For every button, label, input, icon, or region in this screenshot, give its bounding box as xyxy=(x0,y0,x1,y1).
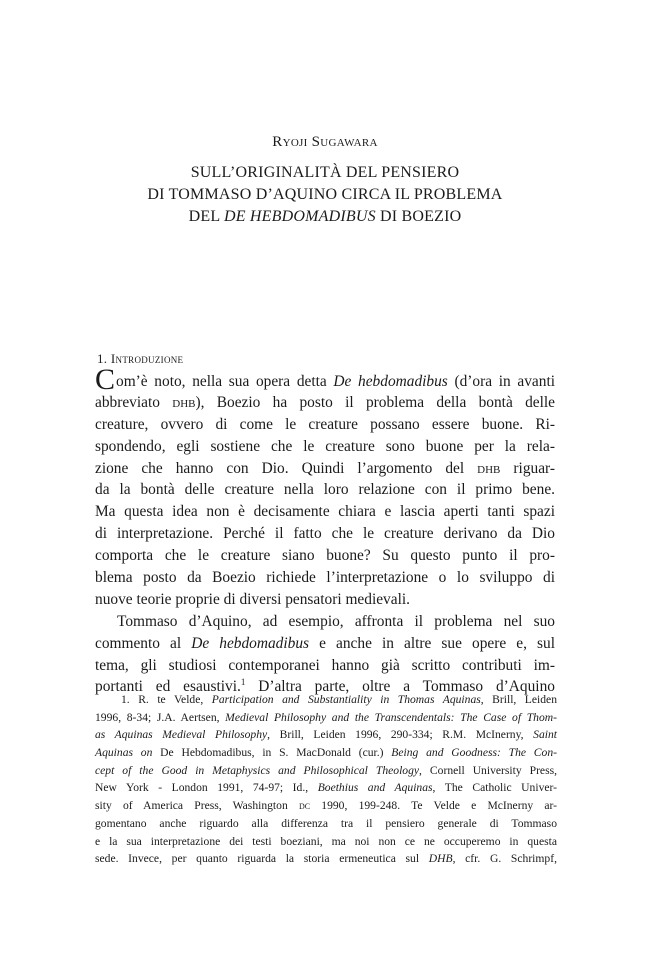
text-run: portanti ed esaustivi. xyxy=(95,678,241,696)
text-line: Tommaso d’Aquino, ad esempio, affronta il problema nel suo xyxy=(117,612,555,630)
abbreviation: dc xyxy=(298,799,311,813)
title-work-name: DE HEBDOMADIBUS xyxy=(223,208,376,225)
text-line xyxy=(95,633,555,655)
text-run: , Brill, Leiden 1996, 290-334; R.M. McInerny, xyxy=(267,728,534,742)
footnote-line xyxy=(95,850,557,868)
title-line-3 xyxy=(0,206,650,228)
text-run: om’è noto, nella sua opera detta xyxy=(116,373,334,390)
footnote-line xyxy=(95,709,557,727)
body-text xyxy=(95,363,556,698)
text-run: sity of America Press, Washington xyxy=(95,799,299,813)
text-run: 1. R. te Velde, xyxy=(121,693,212,706)
footnote-line xyxy=(95,762,557,780)
footnote-line xyxy=(95,726,557,744)
text-line: tema, gli studiosi contemporanei hanno già scritto contributi im- xyxy=(95,656,555,674)
text-line: spondendo, egli sostiene che le creature sono buone per la rela- xyxy=(95,437,555,455)
italic-run: Boethius and Aquinas xyxy=(317,781,433,795)
text-run: 1996, 8-34; J.A. Aertsen, xyxy=(95,710,226,724)
text-run: De Hebdomadibus, in S. MacDonald (cur.) xyxy=(152,746,392,760)
text-line xyxy=(95,392,555,414)
section-name: Introduzione xyxy=(110,351,184,366)
text-line: blema posto da Boezio richiede l’interpretazione o lo sviluppo di xyxy=(95,569,555,587)
text-run: ), Boezio ha posto il problema della bontà delle xyxy=(195,393,555,411)
footnote xyxy=(95,691,557,868)
footnote-line: gomentano anche riguardo alla differenza tra il pensiero generale di Tommaso xyxy=(95,816,557,830)
text-run: riguar- xyxy=(500,459,555,477)
italic-run: Medieval Philosophy and the Transcendentals: The Case of Thom- xyxy=(225,710,557,724)
text-run: , Cornell University Press, xyxy=(419,763,557,777)
title-line-2: DI TOMMASO D’AQUINO CIRCA IL PROBLEMA xyxy=(147,186,503,203)
italic-run: Aquinas on xyxy=(95,746,153,760)
text-run: sede. Invece, per quanto riguarda la storia ermeneutica sul xyxy=(95,852,429,866)
footnote-line xyxy=(95,744,557,762)
section-number: 1. xyxy=(97,351,108,366)
text-run: commento al xyxy=(95,634,192,652)
title-line-3-suffix: DI BOEZIO xyxy=(375,208,462,225)
text-line: nuove teorie proprie di diversi pensatori medievali. xyxy=(95,590,410,608)
author-name: Ryoji Sugawara xyxy=(272,134,378,150)
article-title xyxy=(0,162,650,228)
text-run: , Brill, Leiden xyxy=(480,693,557,706)
title-line-1: SULL’ORIGINALITÀ DEL PENSIERO xyxy=(190,164,460,181)
text-run: e anche in altre sue opere e, sul xyxy=(309,634,555,652)
abbreviation: dhb xyxy=(172,393,196,411)
italic-run: DHB xyxy=(428,852,453,866)
footnote-line xyxy=(95,779,557,797)
text-line: Ma questa idea non è decisamente chiara e lascia aperti tanti spazi xyxy=(95,503,555,521)
drop-cap: C xyxy=(95,363,116,396)
text-run: New York - London 1991, 74-97; Id., xyxy=(95,781,318,795)
text-run: abbreviato xyxy=(95,393,173,411)
text-run: (d’ora in avanti xyxy=(447,373,556,390)
title-line-3-prefix: DEL xyxy=(188,208,224,225)
text-line: da la bontà delle creature nella loro relazione con il primo bene. xyxy=(95,481,555,499)
footnote-line xyxy=(95,797,557,815)
italic-run: as Aquinas Medieval Philosophy xyxy=(95,728,268,742)
text-line xyxy=(95,363,556,396)
text-run: , The Catholic Univer- xyxy=(432,781,558,795)
text-run: zione che hanno con Dio. Quindi l’argomento del xyxy=(95,459,478,477)
text-run: 1990, 199-248. Te Velde e McInerny ar- xyxy=(310,799,557,813)
italic-run: Being and Goodness: The Con- xyxy=(391,746,557,760)
footnote-line: e la sua interpretazione dei testi boeziani, ma noi non ce ne occuperemo in questa xyxy=(95,834,557,848)
text-run: , cfr. G. Schrimpf, xyxy=(452,852,557,866)
text-line: creature, ovvero di come le creature possano essere buone. Ri- xyxy=(95,415,555,433)
italic-run: Saint xyxy=(533,728,557,742)
text-run: D’altra parte, oltre a Tommaso d’Aquino xyxy=(245,678,555,696)
italic-run: cept of the Good in Metaphysics and Philosophical Theology xyxy=(95,763,420,777)
text-line: comporta che le creature siano buone? Su questo punto il pro- xyxy=(95,547,555,565)
footnote-marker[interactable]: 1 xyxy=(240,677,246,688)
italic-run: De hebdomadibus xyxy=(191,634,310,652)
footnote-line xyxy=(95,691,557,709)
italic-run: De hebdomadibus xyxy=(333,373,448,390)
text-line: di interpretazione. Perché il fatto che le creature derivano da Dio xyxy=(95,525,555,543)
italic-run: Participation and Substantiality in Thomas Aquinas xyxy=(211,693,481,706)
abbreviation: dhb xyxy=(477,459,501,477)
text-line xyxy=(95,458,555,480)
